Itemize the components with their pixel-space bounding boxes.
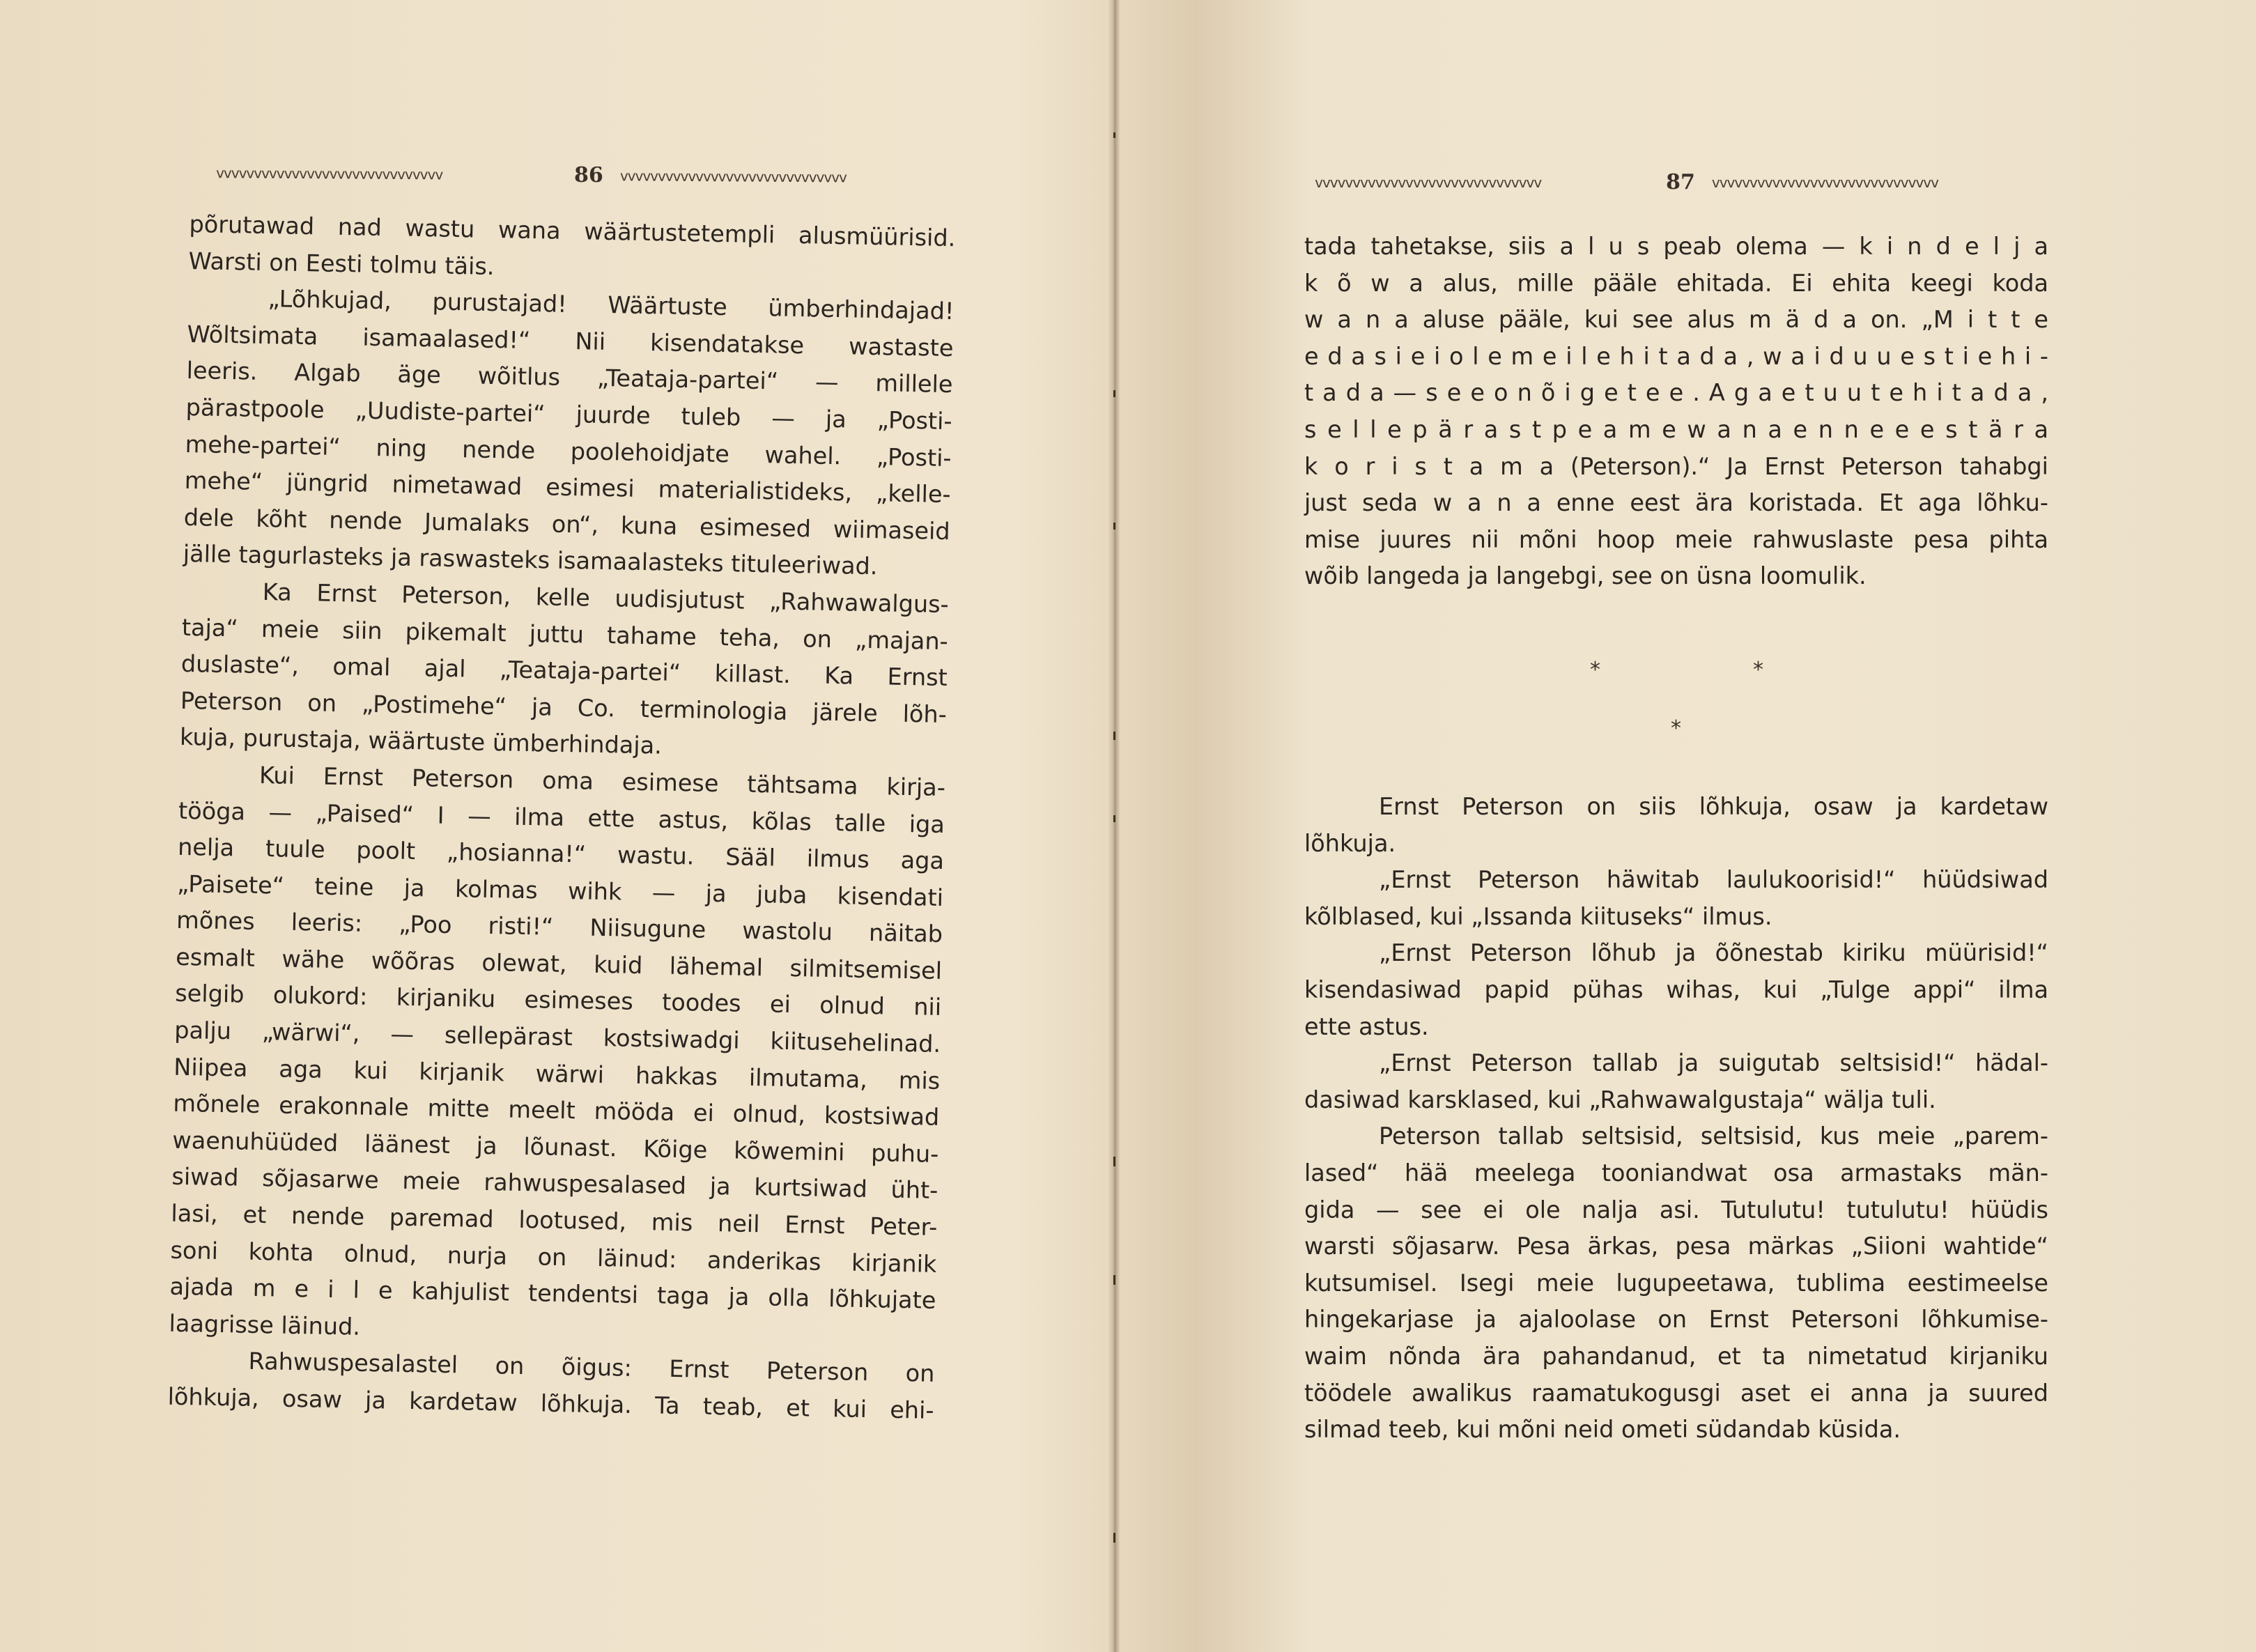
text-line: selgib olukord: kirjaniku esimeses toodes ei olnud nii <box>174 980 942 1021</box>
text-line: duslaste“, omal ajal „Teataja-partei“ killast. Ka Ernst <box>180 650 948 692</box>
text-line: jälle tagurlasteks ja raswasteks isamaalasteks tituleeriwad. <box>183 540 878 580</box>
page-number-right: 87 <box>1666 170 1695 194</box>
text-line: „Paisete“ teine ja kolmas wihk — ja juba kisendati <box>176 870 944 911</box>
text-line: mise juures nii mõni hoop meie rahwuslaste pesa pihta <box>1304 525 2048 553</box>
text-line: tada tahetakse, siis a l u s peab olema — k i n d e l j a <box>1304 233 2048 260</box>
text-line: s e l l e p ä r a s t p e a m e w a n a e n n e e e s t ä r a <box>1304 415 2048 443</box>
text-line: w a n a aluse pääle, kui see alus m ä d a on. „M i t t e <box>1304 306 2048 334</box>
text-line: kuja, purustaja, wäärtuste ümberhindaja. <box>179 723 663 759</box>
text-line: „Ernst Peterson tallab ja suigutab seltsisid!“ hädal- <box>1379 1049 2048 1077</box>
text-line: dele kõht nende Jumalaks on“, kuna esimesed wiimaseid <box>183 503 950 545</box>
text-line: esmalt wähe wõõras olewat, kuid lähemal silmitsemisel <box>175 943 943 985</box>
right-page-body-top <box>1304 229 2048 595</box>
text-line: just seda w a n a enne eest ära koristada. Et aga lõhku- <box>1304 489 2048 517</box>
left-page <box>0 0 1115 1652</box>
text-line: lasi, et nende paremad lootused, mis neil Ernst Peter- <box>171 1199 938 1241</box>
text-line: kõlblased, kui „Issanda kiituseks“ ilmus. <box>1304 902 1772 930</box>
text-line: nelja tuule poolt „hosianna!“ wastu. Sääl ilmus aga <box>177 833 945 875</box>
page-number-left: 86 <box>574 162 603 188</box>
text-line: kisendasiwad papid pühas wihas, kui „Tulge appi“ ilma <box>1304 975 2048 1003</box>
text-line: Ernst Peterson on siis lõhkuja, osaw ja kardetaw <box>1379 793 2048 820</box>
text-line: lõhkuja, osaw ja kardetaw lõhkuja. Ta teab, et kui ehi- <box>167 1382 934 1424</box>
text-line: k õ w a alus, mille pääle ehitada. Ei ehita keegi koda <box>1304 269 2048 297</box>
text-line: gida — see ei ole nalja asi. Tutulutu! tutulutu! hüüdis <box>1304 1196 2048 1223</box>
text-line: pärastpoole „Uudiste-partei“ juurde tuleb — ja „Posti- <box>185 393 952 435</box>
text-line: mehe-partei“ ning nende poolehoidjate wahel. „Posti- <box>185 430 952 472</box>
text-line: Peterson on „Postimehe“ ja Co. terminologia järele lõh- <box>180 686 948 728</box>
text-line: Warsti on Eesti tolmu täis. <box>188 247 495 280</box>
text-line: „Ernst Peterson häwitab laulukoorisid!“ hüüdsiwad <box>1379 866 2048 894</box>
text-line: dasiwad karsklased, kui „Rahwawalgustaja“ wälja tuli. <box>1304 1086 1936 1113</box>
text-line: hingekarjase ja ajaloolase on Ernst Petersoni lõhkumise- <box>1304 1306 2048 1334</box>
text-line: siwad sõjasarwe meie rahwuspesalased ja kurtsiwad üht- <box>171 1163 938 1205</box>
header-ornament: vvvvvvvvvvvvvvvvvvvvvvvvvvvvvv <box>216 164 443 183</box>
text-line: palju „wärwi“, — sellepärast kostsiwadgi kiitusehelinad. <box>173 1016 941 1058</box>
section-asterisk: * <box>1753 658 1763 682</box>
text-line: lõhkuja. <box>1304 829 1396 857</box>
text-line: leeris. Algab äge wõitlus „Teataja-partei“ — millele <box>186 357 953 399</box>
text-line: warsti sõjasarw. Pesa ärkas, pesa märkas „Siioni wahtide“ <box>1304 1233 2048 1260</box>
text-line: laagrisse läinud. <box>169 1309 361 1341</box>
text-line: kutsumisel. Isegi meie lugupeetawa, tublima eestimeelse <box>1304 1269 2048 1297</box>
text-line: waim nõnda ära pahandanud, et ta nimetatud kirjaniku <box>1304 1342 2048 1370</box>
text-line: Rahwuspesalastel on õigus: Ernst Peterson on <box>248 1348 935 1388</box>
text-line: ajada m e i l e kahjulist tendentsi taga ja olla lõhkujate <box>169 1272 936 1315</box>
header-ornament: vvvvvvvvvvvvvvvvvvvvvvvvvvvvvv <box>1711 173 1938 191</box>
right-running-head <box>1304 170 2057 194</box>
text-line: põrutawad nad wastu wana wäärtustetempli alusmüürisid. <box>189 210 956 252</box>
text-line: taja“ meie siin pikemalt juttu tahame teha, on „majan- <box>181 613 949 655</box>
text-line: ette astus. <box>1304 1012 1429 1040</box>
text-line: Kui Ernst Peterson oma esimese tähtsama kirja- <box>258 761 946 801</box>
text-line: „Lõhkujad, purustajad! Wäärtuste ümberhindajad! <box>268 285 955 325</box>
text-line: t a d a — s e e o n õ i g e t e e . A g a e t u u t e h i t a d a , <box>1304 379 2048 407</box>
section-asterisk: * <box>1671 716 1681 741</box>
left-page-body <box>167 206 956 1429</box>
left-running-head <box>216 160 961 190</box>
text-line: silmad teeb, kui mõni neid ometi südandab küsida. <box>1304 1416 1901 1444</box>
text-line: „Ernst Peterson lõhub ja õõnestab kiriku müürisid!“ <box>1379 939 2048 967</box>
text-line: mõnele erakonnale mitte meelt mööda ei olnud, kostsiwad <box>173 1090 940 1132</box>
header-ornament: vvvvvvvvvvvvvvvvvvvvvvvvvvvvvv <box>619 167 847 186</box>
text-line: Peterson tallab seltsisid, seltsisid, kus meie „parem- <box>1379 1122 2048 1150</box>
text-line: e d a s i e i o l e m e i l e h i t a d a , w a i d u u e s t i e h i - <box>1304 342 2048 370</box>
text-line: Ka Ernst Peterson, kelle uudisjutust „Rahwawalgus- <box>262 578 950 618</box>
text-line: töödele awalikus raamatukogusgi aset ei anna ja suured <box>1304 1379 2048 1407</box>
section-asterisk: * <box>1590 658 1600 682</box>
text-line: k o r i s t a m a (Peterson).“ Ja Ernst Peterson tahabgi <box>1304 452 2048 480</box>
text-line: tööga — „Paised“ I — ilma ette astus, kõlas talle iga <box>178 796 945 838</box>
text-line: wõib langeda ja langebgi, see on üsna loomulik. <box>1304 562 1867 590</box>
text-line: Wõltsimata isamaalased!“ Nii kisendatakse wastaste <box>187 320 954 362</box>
text-line: mehe“ jüngrid nimetawad esimesi materialistideks, „kelle- <box>184 467 951 509</box>
right-page-body-bottom <box>1304 789 2048 1449</box>
header-ornament: vvvvvvvvvvvvvvvvvvvvvvvvvvvvvv <box>1315 173 1542 191</box>
text-line: Niipea aga kui kirjanik wärwi hakkas ilmutama, mis <box>173 1053 941 1095</box>
text-line: waenuhüüded läänest ja lõunast. Kõige kõwemini puhu- <box>172 1126 939 1168</box>
text-line: mõnes leeris: „Poo risti!“ Niisugune wastolu näitab <box>176 906 943 948</box>
text-line: lased“ hää meelega tooniandwat osa armastaks män- <box>1304 1159 2048 1187</box>
text-line: soni kohta olnud, nurja on läinud: anderikas kirjanik <box>170 1236 937 1278</box>
